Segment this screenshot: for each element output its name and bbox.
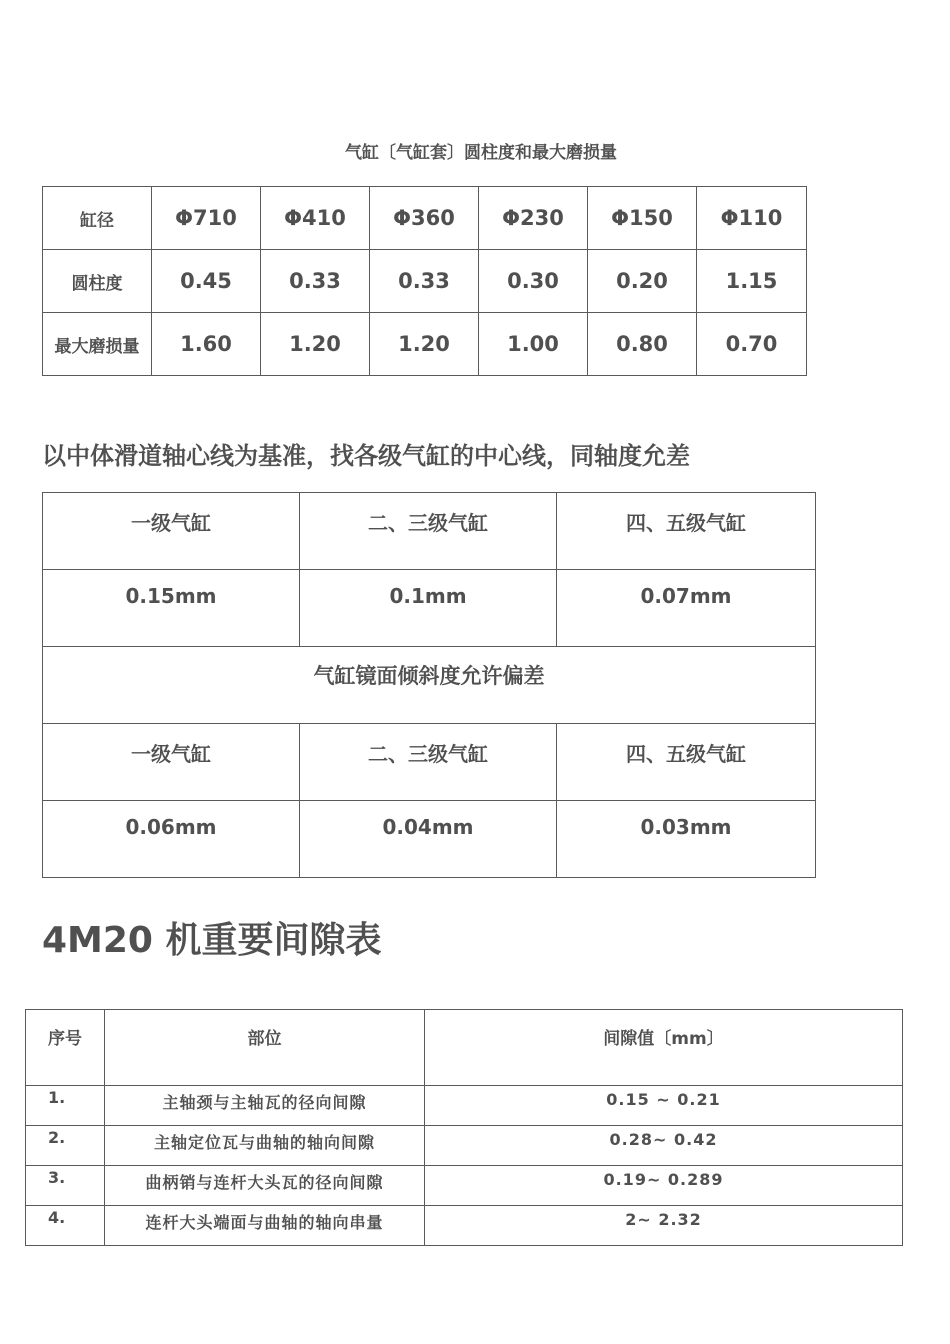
table-row — [26, 1126, 903, 1166]
table-row — [26, 1086, 903, 1126]
table-cell: 0.1mm — [300, 570, 557, 647]
table-row — [43, 187, 807, 250]
table-cell: 0.03mm — [557, 801, 816, 878]
table-cell: 0.70 — [697, 313, 807, 376]
table-cell: Φ710 — [152, 187, 261, 250]
table-row — [26, 1166, 903, 1206]
column-header: 二、三级气缸 — [300, 493, 557, 570]
row-number: 2. — [26, 1126, 105, 1166]
table-row — [43, 313, 807, 376]
table-cell: Φ110 — [697, 187, 807, 250]
inclination-subtitle: 气缸镜面倾斜度允许偏差 — [43, 647, 816, 724]
table-row — [43, 570, 816, 647]
coaxiality-table — [42, 492, 816, 878]
row-header: 缸径 — [43, 187, 152, 250]
cylinder-roundness-table — [42, 186, 807, 376]
column-header: 序号 — [26, 1010, 105, 1086]
coaxiality-title: 以中体滑道轴心线为基准，找各级气缸的中心线，同轴度允差 — [42, 442, 690, 470]
table-cell: Φ150 — [588, 187, 697, 250]
part-cell: 主轴颈与主轴瓦的径向间隙 — [105, 1086, 425, 1126]
column-header: 二、三级气缸 — [300, 724, 557, 801]
table-cell: 0.45 — [152, 250, 261, 313]
row-number: 1. — [26, 1086, 105, 1126]
table-cell: 1.20 — [370, 313, 479, 376]
row-header: 圆柱度 — [43, 250, 152, 313]
row-number: 3. — [26, 1166, 105, 1206]
cylinder-roundness-title: 气缸〔气缸套〕圆柱度和最大磨损量 — [345, 143, 617, 163]
clearance-value-cell: 2~ 2.32 — [425, 1206, 903, 1246]
part-cell: 主轴定位瓦与曲轴的轴向间隙 — [105, 1126, 425, 1166]
table-row — [43, 724, 816, 801]
part-cell: 曲柄销与连杆大头瓦的径向间隙 — [105, 1166, 425, 1206]
table-cell: 0.15mm — [43, 570, 300, 647]
table-cell: Φ230 — [479, 187, 588, 250]
clearance-table — [25, 1009, 903, 1246]
clearance-value-cell: 0.28~ 0.42 — [425, 1126, 903, 1166]
table-row — [43, 493, 816, 570]
table-cell: 1.60 — [152, 313, 261, 376]
column-header: 间隙值〔mm〕 — [425, 1010, 903, 1086]
table-row — [43, 647, 816, 724]
column-header: 一级气缸 — [43, 724, 300, 801]
table-cell: Φ360 — [370, 187, 479, 250]
column-header: 一级气缸 — [43, 493, 300, 570]
table-cell: 0.04mm — [300, 801, 557, 878]
clearance-table-title: 4M20 机重要间隙表 — [42, 920, 382, 961]
table-row — [26, 1206, 903, 1246]
table-row — [43, 801, 816, 878]
clearance-value-cell: 0.15 ~ 0.21 — [425, 1086, 903, 1126]
table-cell: Φ410 — [261, 187, 370, 250]
row-number: 4. — [26, 1206, 105, 1246]
column-header: 四、五级气缸 — [557, 493, 816, 570]
table-cell: 0.07mm — [557, 570, 816, 647]
row-header: 最大磨损量 — [43, 313, 152, 376]
clearance-value-cell: 0.19~ 0.289 — [425, 1166, 903, 1206]
table-cell: 1.20 — [261, 313, 370, 376]
table-cell: 0.06mm — [43, 801, 300, 878]
table-cell: 0.30 — [479, 250, 588, 313]
part-cell: 连杆大头端面与曲轴的轴向串量 — [105, 1206, 425, 1246]
table-cell: 0.33 — [261, 250, 370, 313]
table-cell: 1.00 — [479, 313, 588, 376]
table-row — [43, 250, 807, 313]
table-cell: 0.20 — [588, 250, 697, 313]
table-cell: 1.15 — [697, 250, 807, 313]
column-header: 四、五级气缸 — [557, 724, 816, 801]
table-cell: 0.33 — [370, 250, 479, 313]
column-header: 部位 — [105, 1010, 425, 1086]
table-cell: 0.80 — [588, 313, 697, 376]
table-header-row — [26, 1010, 903, 1086]
